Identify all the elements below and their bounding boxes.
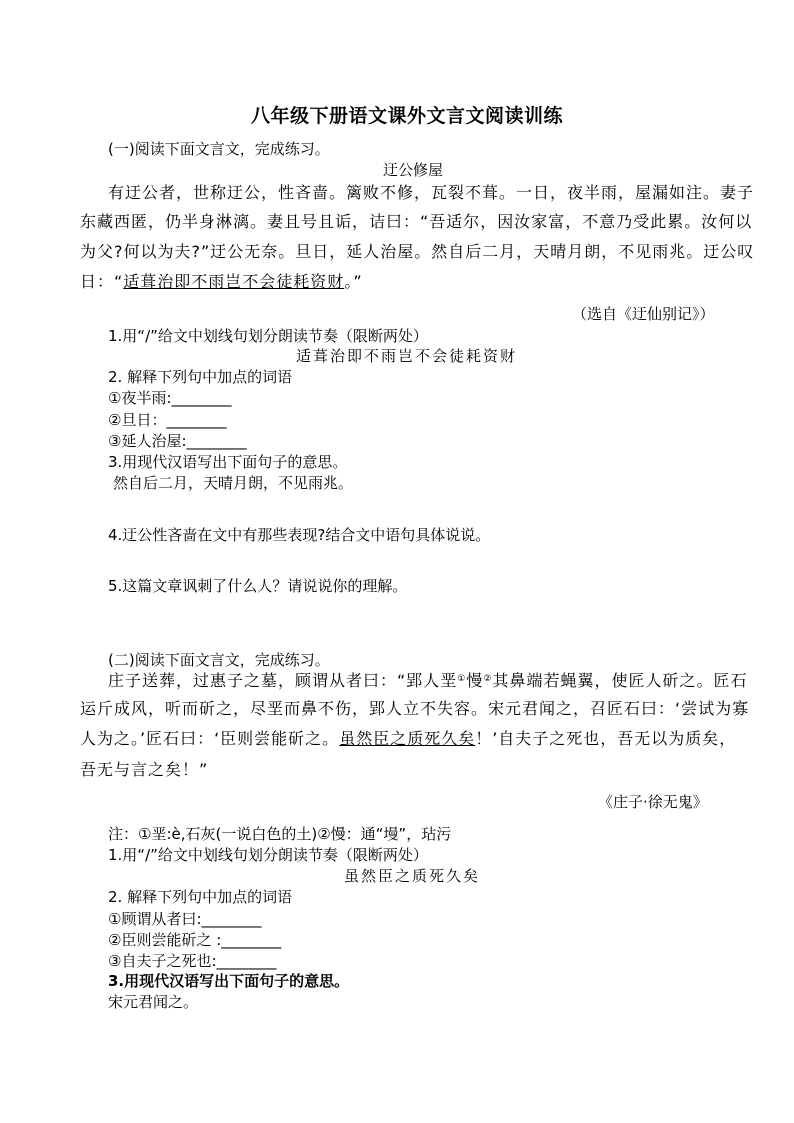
- passage1-line: 为父?何以为夫?”迂公无奈。旦日，延人治屋。然自后二月，天晴月朗，不见雨兆。迂公叹: [80, 242, 755, 261]
- passage2-line: 运斤成风，听而斫之，尽垩而鼻不伤，郢人立不失容。宋元君闻之，召匠石曰：‘尝试为寡: [80, 699, 750, 718]
- s2-question-3-sentence: 宋元君闻之。: [108, 993, 199, 1011]
- passage2-line1-c: 其鼻端若蝇翼，使匠人斫之。匠石: [492, 671, 748, 690]
- s2-question-1-sentence: 虽然臣之质死久矣: [344, 867, 481, 885]
- passage1-line: 有迂公者，世称迂公，性吝啬。篱败不修，瓦裂不葺。一日，夜半雨，屋漏如注。妻子: [108, 183, 755, 202]
- s1-question-3: 3.用现代汉语写出下面句子的意思。: [108, 453, 348, 471]
- s1-question-2-item: ③延人治屋:________: [108, 432, 247, 450]
- s1-question-2: 2. 解释下列句中加点的词语: [108, 368, 293, 386]
- page-title: 八年级下册语文课外文言文阅读训练: [251, 105, 564, 127]
- passage2-line1-b: 慢: [466, 671, 484, 690]
- s1-question-1: 1.用“/”给文中划线句划分朗读节奏（限断两处）: [108, 327, 428, 345]
- section1-heading: (一)阅读下面文言文，完成练习。: [108, 140, 330, 158]
- passage2-line: [80, 729, 736, 749]
- passage2-line3-b: ！’自夫子之死也，吾无以为质矣，: [475, 729, 737, 748]
- passage1-title: 迂公修屋: [383, 161, 444, 179]
- passage2-line3-a: 人为之。’匠石曰：‘臣则尝能斫之。: [80, 729, 340, 748]
- passage1-line-last: [80, 272, 363, 292]
- s2-question-2: 2. 解释下列句中加点的词语: [108, 888, 293, 906]
- passage1-underlined-sentence: 适葺治即不雨岂不会徒耗资财: [123, 272, 345, 291]
- s2-question-2-item: ③自夫子之死也:________: [108, 952, 277, 970]
- passage1-line: 东藏西匿，仍半身淋漓。妻且号且诟，诘曰：“吾适尔，因汝家富，不意乃受此累。汝何以: [80, 212, 753, 231]
- s2-question-1: 1.用“/”给文中划线句划分朗读节奏（限断两处）: [108, 846, 428, 864]
- passage2-line: 吾无与言之矣！”: [80, 760, 209, 779]
- s1-question-2-item: ①夜半雨:________: [108, 389, 232, 407]
- passage2-underlined-sentence: 虽然臣之质死久矣: [339, 729, 476, 748]
- passage1-last-suffix: 。”: [344, 272, 363, 291]
- footnote-marker: ①: [457, 674, 467, 684]
- passage1-last-prefix: 日：“: [80, 272, 124, 291]
- passage2-note: 注：①垩:è,石灰(一说白色的土)②慢：通“墁”，玷污: [108, 825, 452, 843]
- s2-question-2-item: ①顾谓从者曰:________: [108, 910, 262, 928]
- section2-heading: (二)阅读下面文言文，完成练习。: [108, 651, 330, 669]
- s1-question-4: 4.迂公性吝啬在文中有那些表现?结合文中语句具体说说。: [108, 526, 491, 544]
- passage2-source: 《庄子·徐无鬼》: [598, 793, 708, 811]
- passage2-line1-a: 庄子送葬，过惠子之墓，顾谓从者曰：“郢人垩: [108, 671, 458, 690]
- s2-question-3: 3.用现代汉语写出下面句子的意思。: [108, 972, 350, 990]
- passage2-line: [108, 669, 747, 691]
- footnote-marker: ②: [483, 674, 493, 684]
- s1-question-1-sentence: 适葺治即不雨岂不会徒耗资财: [296, 347, 518, 365]
- s1-question-5: 5.这篇文章讽刺了什么人？请说说你的理解。: [108, 577, 408, 595]
- s2-question-2-item: ②臣则尝能斫之 :________: [108, 931, 282, 949]
- passage1-source: （选自《迂仙别记》）: [572, 305, 715, 323]
- s1-question-3-sentence: 然自后二月，天晴月朗，不见雨兆。: [113, 474, 354, 492]
- s1-question-2-item: ②旦日：________: [108, 411, 227, 429]
